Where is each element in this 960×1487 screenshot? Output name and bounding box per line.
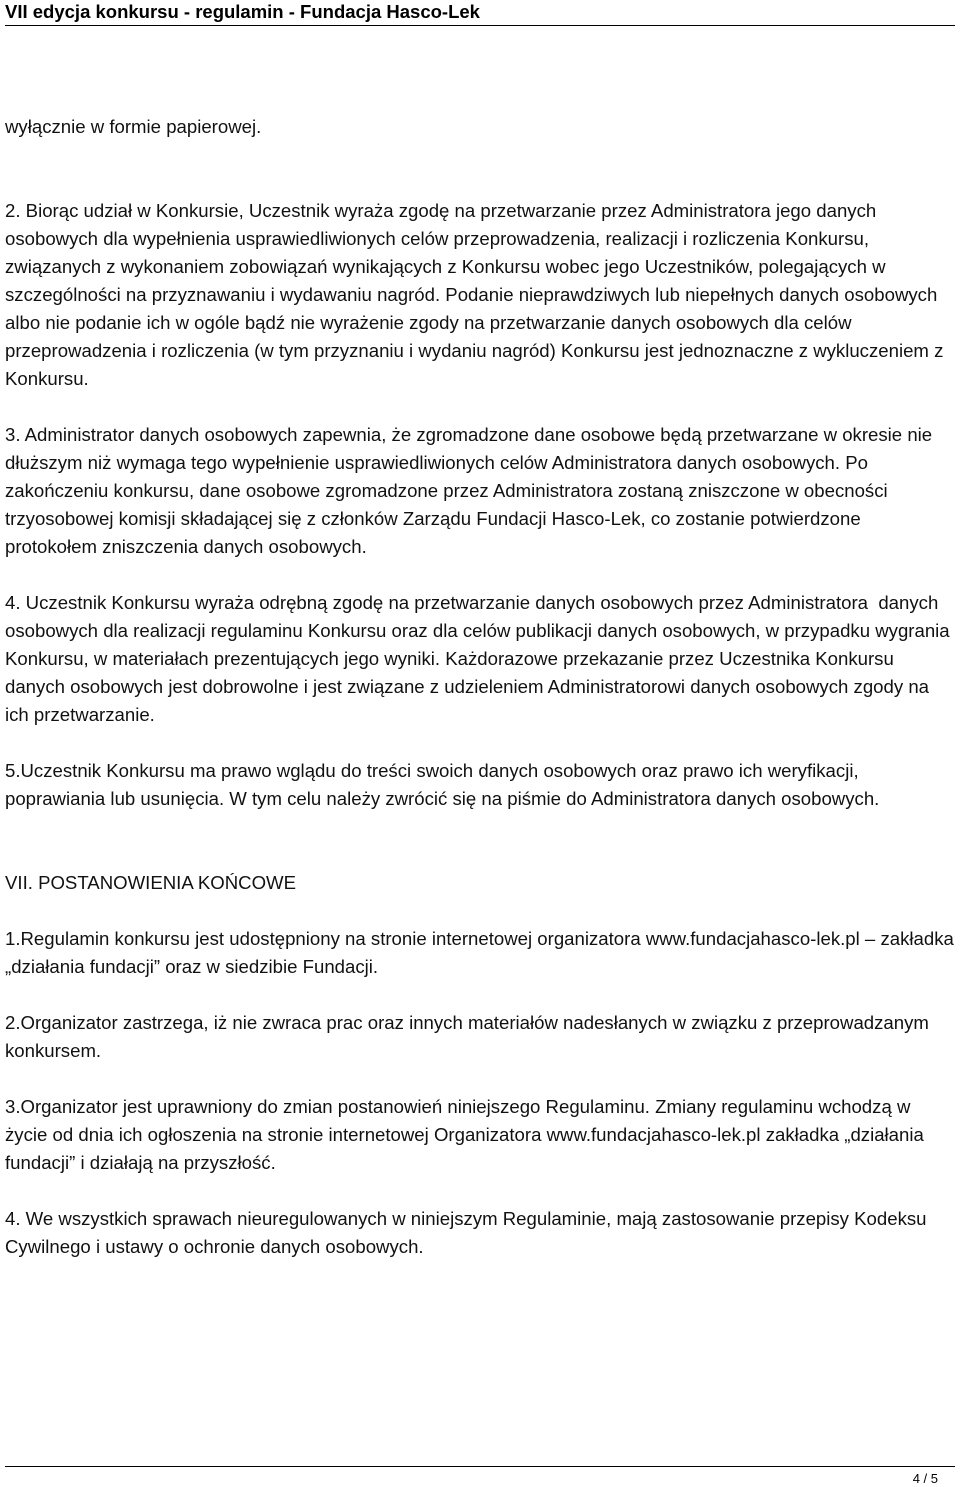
final-provision-4: 4. We wszystkich sprawach nieuregulowanych w niniejszym Regulaminie, mają zastosowanie przepisy Kodeksu Cywilnego i ustawy o ochronie danych osobowych. <box>5 1208 932 1257</box>
paragraph-spacer <box>5 141 955 197</box>
paragraph-spacer <box>5 897 955 925</box>
document-title: VII edycja konkursu - regulamin - Fundacja Hasco-Lek <box>5 1 480 22</box>
page-footer <box>0 1466 960 1487</box>
paragraph-spacer <box>5 393 955 421</box>
paragraph-point-3: 3. Administrator danych osobowych zapewnia, że zgromadzone dane osobowe będą przetwarzane w okresie nie dłuższym niż wymaga tego wypełnienie usprawiedliwionych celów Administratora danych osobowych. Po zakończeniu konkursu, dane osobowe zgromadzone przez Administratora zostaną zniszczone w obecności trzyosobowej komisji składającej się z członków Zarządu Fundacji Hasco-Lek, co zostanie potwierdzone protokołem zniszczenia danych osobowych. <box>5 424 938 557</box>
page-header <box>0 0 960 28</box>
paragraph-spacer <box>5 729 955 757</box>
paragraph-point-4: 4. Uczestnik Konkursu wyraża odrębną zgodę na przetwarzanie danych osobowych przez Administratora danych osobowych dla realizacji regulaminu Konkursu oraz dla celów publikacji danych osobowych, w przypadku wygrania Konkursu, w materiałach prezentujących jego wyniki. Każdorazowe przekazanie przez Uczestnika Konkursu danych osobowych jest dobrowolne i jest związane z udzieleniem Administratorowi danych osobowych zgody na ich przetwarzanie. <box>5 592 955 725</box>
document-body <box>5 113 959 1261</box>
final-provision-1: 1.Regulamin konkursu jest udostępniony na stronie internetowej organizatora www.fundacjahasco-lek.pl – zakładka „działania fundacji” oraz w siedzibie Fundacji. <box>5 928 959 977</box>
final-provision-3: 3.Organizator jest uprawniony do zmian postanowień niniejszego Regulaminu. Zmiany regulaminu wchodzą w życie od dnia ich ogłoszenia na stronie internetowej Organizatora www.fundacjahasco-lek.pl zakładka „działania fundacji” i działają na przyszłość. <box>5 1096 930 1173</box>
header-divider <box>5 25 955 26</box>
section-spacer <box>5 813 955 869</box>
page-number: 4 / 5 <box>912 1471 938 1486</box>
paragraph-point-2: 2. Biorąc udział w Konkursie, Uczestnik wyraża zgodę na przetwarzanie przez Administratora jego danych osobowych dla wypełnienia usprawiedliwionych celów przeprowadzenia, realizacji i rozliczenia Konkursu, związanych z wykonaniem zobowiązań wynikających z Konkursu wobec jego Uczestników, polegających w szczególności na przyznawaniu i wydawaniu nagród. Podanie nieprawdziwych lub niepełnych danych osobowych albo nie podanie ich w ogóle bądź nie wyrażenie zgody na przetwarzanie danych osobowych dla celów przeprowadzenia i rozliczenia (w tym przyznaniu i wydaniu nagród) Konkursu jest jednoznaczne z wykluczeniem z Konkursu. <box>5 200 949 389</box>
paragraph-point-5: 5.Uczestnik Konkursu ma prawo wglądu do treści swoich danych osobowych oraz prawo ich weryfikacji, poprawiania lub usunięcia. W tym celu należy zwrócić się na piśmie do Administratora danych osobowych. <box>5 760 880 809</box>
section-heading: VII. POSTANOWIENIA KOŃCOWE <box>5 872 296 893</box>
paragraph-spacer <box>5 1177 955 1205</box>
paragraph-continuation: wyłącznie w formie papierowej. <box>5 116 262 137</box>
paragraph-spacer <box>5 981 955 1009</box>
final-provision-2: 2.Organizator zastrzega, iż nie zwraca prac oraz innych materiałów nadesłanych w związku z przeprowadzanym konkursem. <box>5 1012 935 1061</box>
paragraph-spacer <box>5 561 955 589</box>
footer-divider <box>5 1466 955 1467</box>
paragraph-spacer <box>5 1065 955 1093</box>
